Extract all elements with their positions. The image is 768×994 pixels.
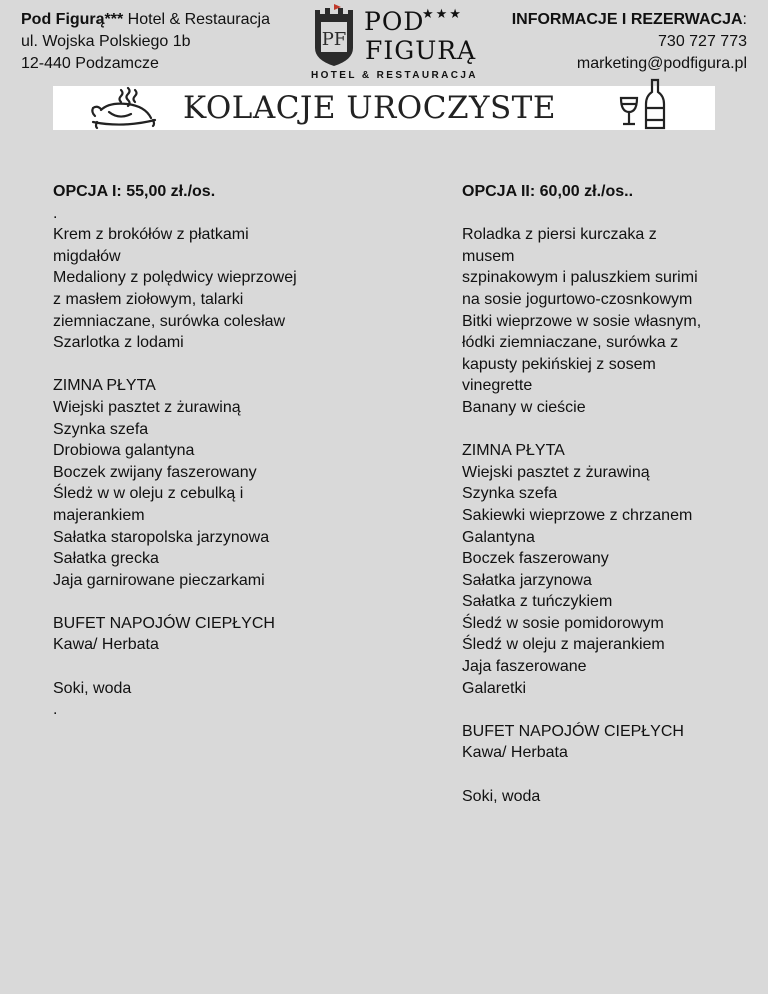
menu-item: Sakiewki wieprzowe z chrzanem: [462, 506, 693, 524]
menu-item: migdałów: [53, 247, 121, 265]
contact-title-line: [512, 9, 747, 31]
menu-item: Sałatka jarzynowa: [462, 571, 592, 589]
menu-item: Kawa/ Herbata: [462, 744, 568, 762]
title-banner: [53, 86, 715, 130]
menu-item: Kawa/ Herbata: [53, 636, 159, 654]
wine-bottle-glass-icon: [619, 78, 669, 130]
menu-item: Szynka szefa: [53, 420, 149, 438]
hot-drinks-heading: BUFET NAPOJÓW CIEPŁYCH: [462, 722, 684, 740]
menu-item: Galaretki: [462, 679, 527, 697]
menu-item: szpinakowym i paluszkiem surimi: [462, 269, 698, 287]
menu-item: Jaja faszerowane: [462, 658, 587, 676]
menu-item: Śledź w oleju z majerankiem: [462, 636, 665, 654]
spacer: [462, 764, 732, 786]
menu-item: Sałatka z tuńczykiem: [462, 593, 613, 611]
option-1-dot: .: [53, 204, 58, 222]
menu-item: ziemniaczane, surówka colesław: [53, 312, 286, 330]
option-2-title: OPCJA II: 60,00 zł./os..: [462, 183, 634, 200]
menu-item: Śledż w w oleju z cebulką i: [53, 485, 244, 503]
menu-item: z masłem ziołowym, talarki: [53, 290, 244, 308]
menu-item: vinegrette: [462, 377, 533, 395]
cold-plate-heading: ZIMNA PŁYTA: [462, 442, 565, 460]
menu-item: Boczek zwijany faszerowany: [53, 463, 257, 481]
menu-item: łódki ziemniaczane, surówka z: [462, 334, 679, 352]
contact-info: [512, 9, 747, 75]
menu-item: Jaja garnirowane pieczarkami: [53, 571, 265, 589]
hotel-name: Pod Figurą***: [21, 11, 124, 28]
hotel-info: [21, 9, 270, 75]
menu-item: Krem z brokółów z płatkami: [53, 226, 249, 244]
menu-item: Roladka z piersi kurczaka z: [462, 226, 657, 244]
menu-item: Boczek faszerowany: [462, 550, 609, 568]
menu-item: Galantyna: [462, 528, 535, 546]
spacer: [53, 591, 323, 613]
menu-item: Wiejski pasztet z żurawiną: [462, 463, 650, 481]
menu-item: Sałatka staropolska jarzynowa: [53, 528, 270, 546]
hotel-description: Hotel & Restauracja: [123, 11, 270, 28]
menu-item: Medaliony z polędwicy wieprzowej: [53, 269, 297, 287]
spacer: [53, 656, 323, 678]
menu-item: musem: [462, 247, 515, 265]
menu-item: na sosie jogurtowo-czosnkowym: [462, 290, 693, 308]
menu-item: Sałatka grecka: [53, 550, 159, 568]
banner-title: KOLACJE UROCZYSTE: [183, 90, 556, 126]
hotel-name-line: [21, 9, 270, 31]
contact-title: INFORMACJE I REZERWACJA: [511, 11, 743, 28]
logo-tagline: HOTEL & RESTAURACJA: [311, 70, 478, 81]
address-city: 12-440 Podzamcze: [21, 55, 159, 72]
spacer: [462, 699, 732, 721]
option-1-title: OPCJA I: 55,00 zł./os.: [53, 183, 216, 200]
logo-word-figura: FIGURĄ: [365, 36, 477, 65]
logo-word-pod: POD: [364, 7, 425, 36]
menu-item: kapusty pekińskiej z sosem: [462, 355, 656, 373]
option-2-menu: [462, 181, 732, 807]
spacer: [53, 354, 323, 376]
spacer: [462, 203, 732, 225]
menu-item: Drobiowa galantyna: [53, 442, 195, 460]
option-1-menu: [53, 181, 323, 721]
svg-text:PF: PF: [321, 29, 347, 50]
phone-number[interactable]: 730 727 773: [658, 33, 747, 50]
castle-shield-icon: [311, 4, 357, 68]
roast-chicken-icon: [87, 86, 163, 130]
contact-colon: :: [742, 11, 747, 28]
spacer: [462, 419, 732, 441]
hotel-logo: [309, 4, 478, 84]
menu-item: Szynka szefa: [462, 485, 558, 503]
menu-item: Wiejski pasztet z żurawiną: [53, 398, 241, 416]
email-address[interactable]: marketing@podfigura.pl: [576, 55, 747, 72]
cold-plate-heading: ZIMNA PŁYTA: [53, 377, 156, 395]
option-1-end-dot: .: [53, 701, 58, 719]
menu-item: Bitki wieprzowe w sosie własnym,: [462, 312, 702, 330]
menu-item: majerankiem: [53, 506, 145, 524]
menu-item: Śledź w sosie pomidorowym: [462, 614, 664, 632]
address-street: ul. Wojska Polskiego 1b: [21, 33, 191, 50]
hot-drinks-heading: BUFET NAPOJÓW CIEPŁYCH: [53, 614, 275, 632]
logo-stars: ★★★: [422, 6, 463, 21]
drinks-line: Soki, woda: [462, 787, 541, 805]
menu-item: Banany w cieście: [462, 398, 586, 416]
menu-item: Szarlotka z lodami: [53, 334, 184, 352]
drinks-line: Soki, woda: [53, 679, 132, 697]
